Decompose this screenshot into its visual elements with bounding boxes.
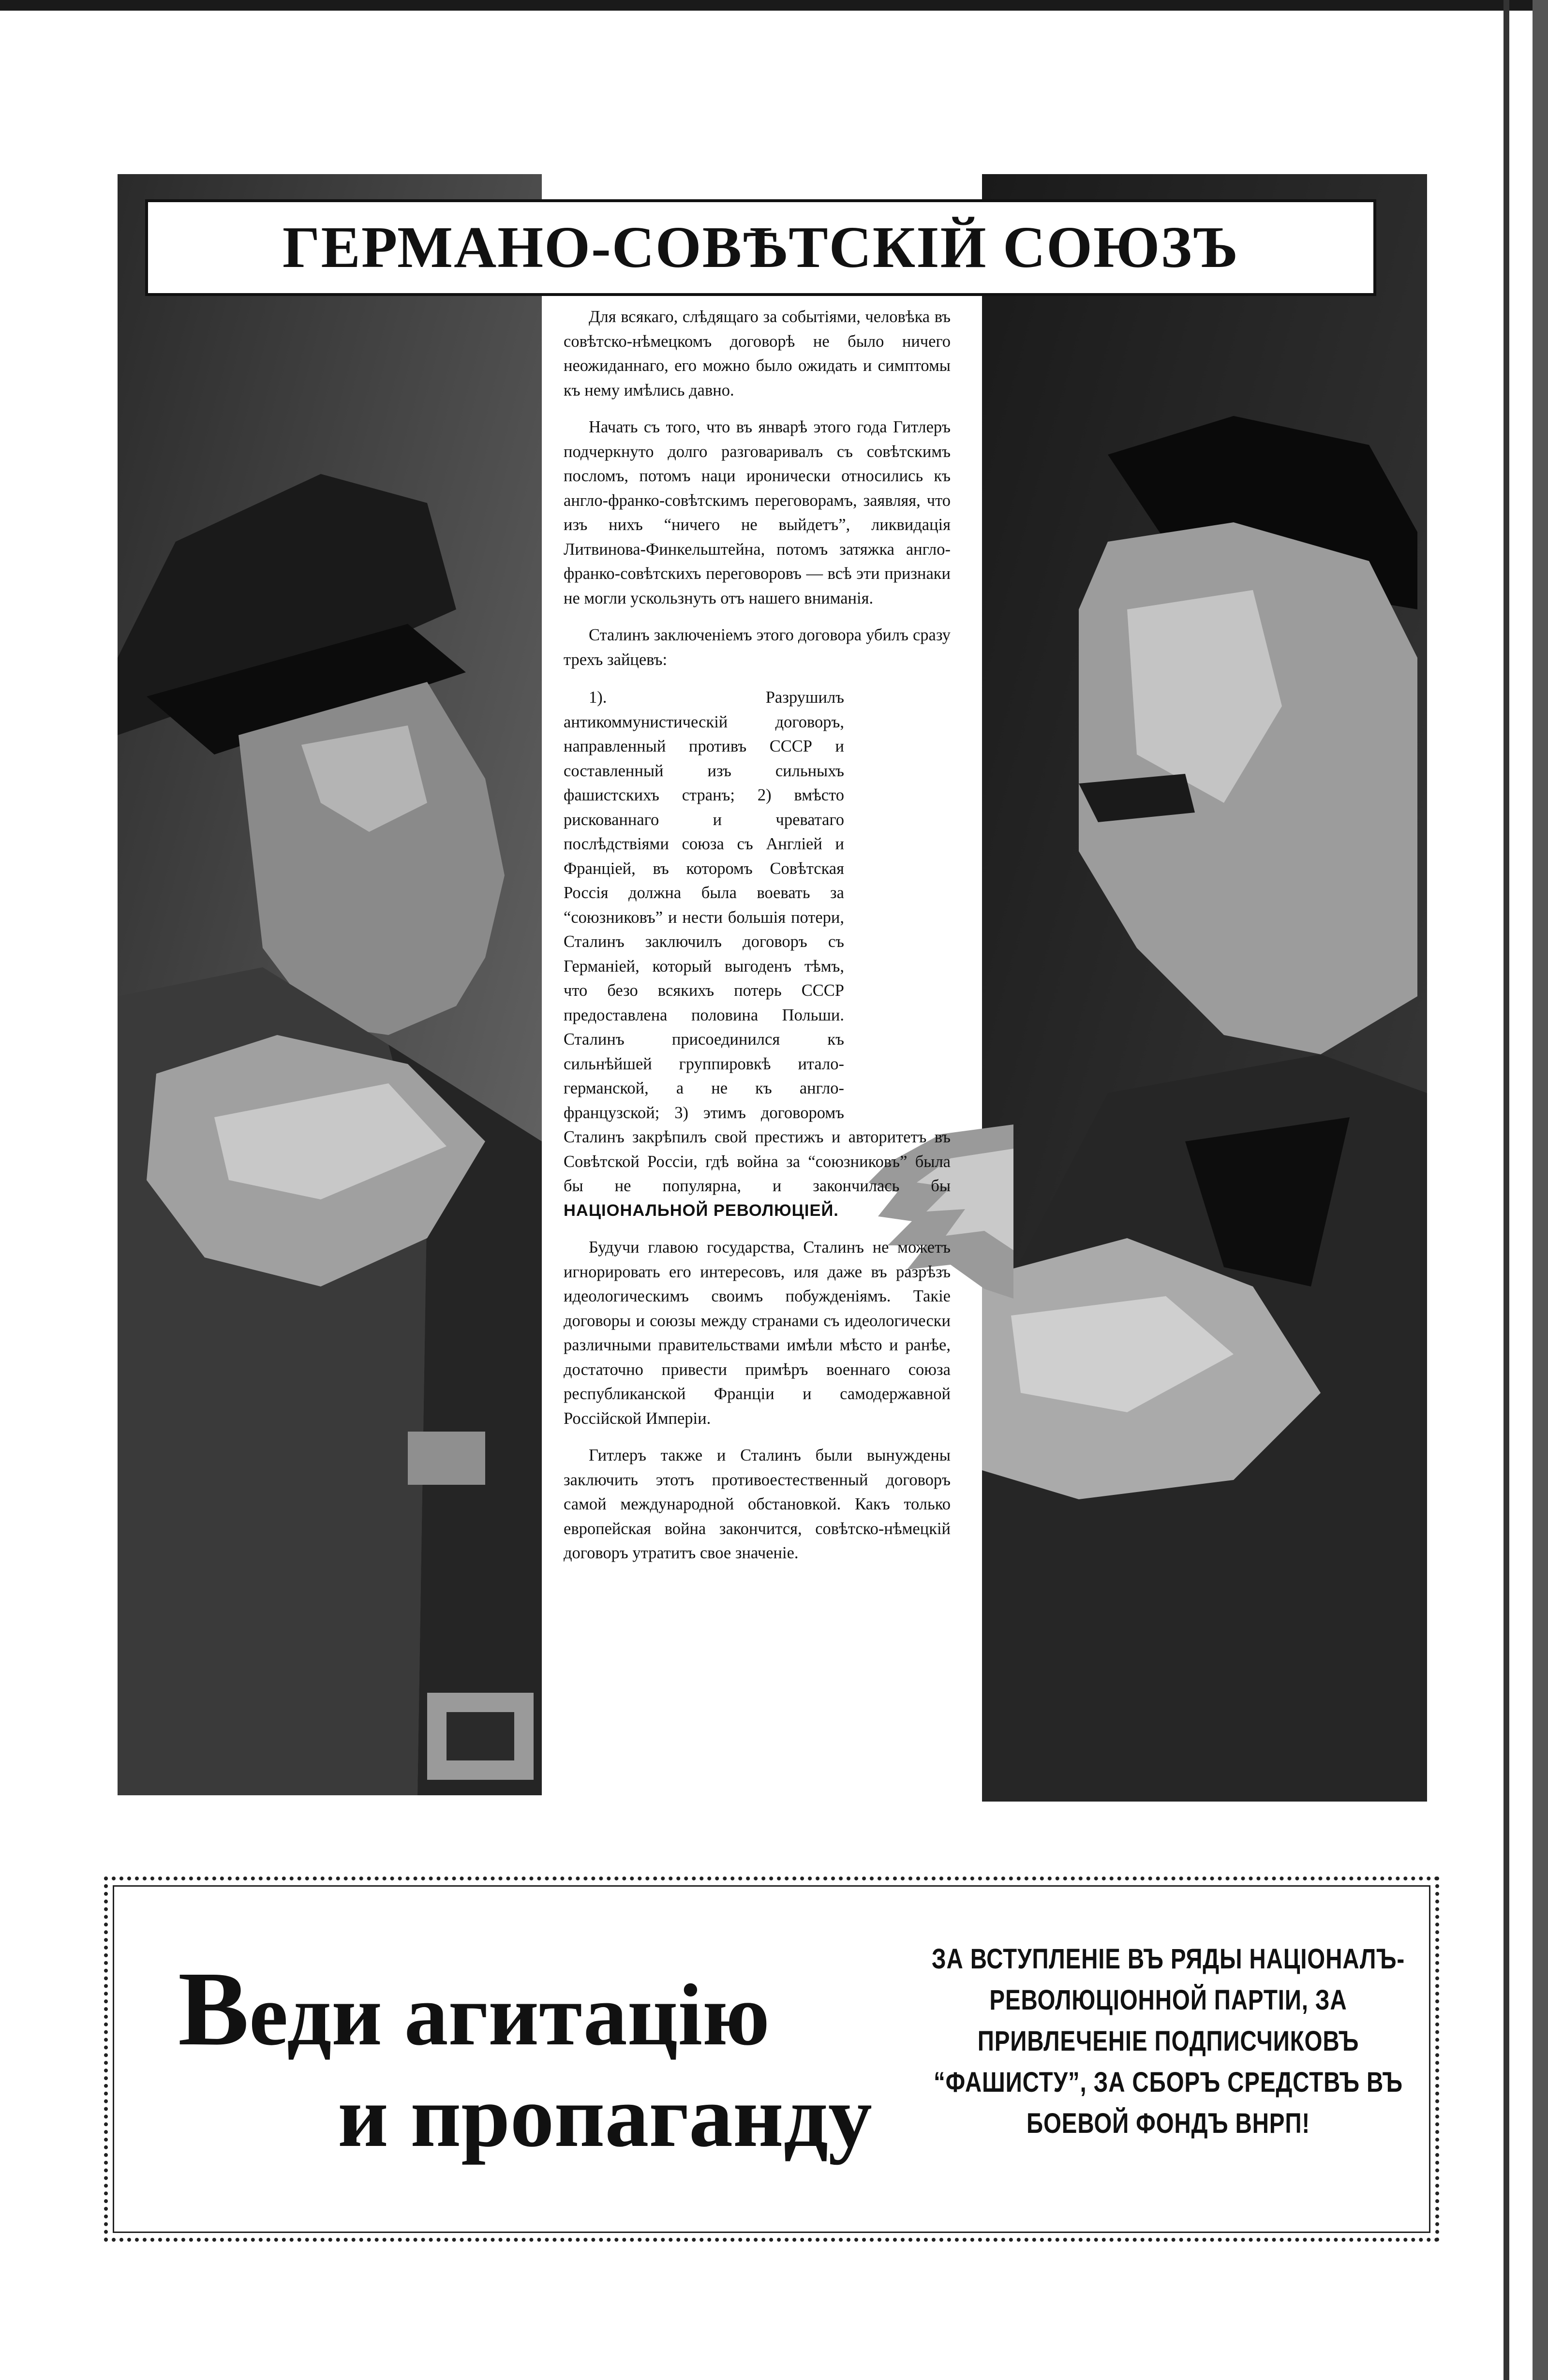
- ad-slogan-line-2: и пропаганду: [338, 2068, 872, 2165]
- scan-edge-right: [1503, 0, 1509, 2380]
- article-paragraph-2: Начать съ того, что въ январѣ этого года Гитлеръ подчеркнуто долго разговаривалъ съ совѣтскимъ посломъ, потомъ наци иронически относились къ англо-франко-совѣтскимъ переговорамъ, заявляя, что изъ нихъ “ничего не выйдетъ”, ликвидацiя Литвинова-Финкельштейна, потомъ затяжка англо-франко-совѣтскихъ переговоровъ — всѣ эти признаки не могли ускользнуть отъ нашего вниманiя.: [564, 418, 951, 607]
- ad-slogan-line-1-rest: еди агитацiю: [249, 1966, 770, 2064]
- article-paragraph-6: Гитлеръ также и Сталинъ были вынуждены заключить этотъ противоестественный договоръ самой международной обстановкой. Какъ только европейская война закончится, совѣтско-нѣмецкiй договоръ утратитъ свое значенiе.: [564, 1446, 951, 1562]
- scan-edge-top: [0, 0, 1548, 11]
- ad-slogan: [178, 1950, 976, 2168]
- hand-wrap-space: [844, 690, 951, 1106]
- left-portrait-illustration: [118, 174, 542, 1795]
- article-paragraph-5: Будучи главою государства, Сталинъ не можетъ игнорировать его интересовъ, иля даже въ разрѣзъ идеологическимъ своимъ побужденiямъ. Такiе договоры и союзы между странами съ идеологически различными правительствами имѣли мѣсто и ранѣе, достаточно привести примѣръ военнаго союза республиканской Францiи и самодержавной Россiйской Имперiи.: [564, 1238, 951, 1428]
- article-paragraph-3: Сталинъ заключенiемъ этого договора убилъ сразу трехъ зайцевъ:: [564, 626, 951, 669]
- article-paragraph-1: Для всякаго, слѣдящаго за событiями, человѣка въ совѣтско-нѣмецкомъ договорѣ не было ничего неожиданнаго, его можно было ожидать и симптомы къ нему имѣлись давно.: [564, 308, 951, 399]
- title-band: [145, 199, 1376, 296]
- scan-edge-right-outer: [1533, 0, 1548, 2380]
- right-portrait-photo: [982, 174, 1427, 1802]
- left-portrait-photo: [118, 174, 542, 1795]
- page-title: ГЕРМАНО-СОВѢТСКIЙ СОЮЗЪ: [282, 215, 1239, 280]
- article-text: [564, 305, 951, 1578]
- ad-slogan-line-1: [178, 1950, 976, 2068]
- ad-appeal-text: ЗА ВСТУПЛЕНIЕ ВЪ РЯДЫ НАЦIОНАЛЪ-РЕВОЛЮЦIОННОЙ ПАРТIИ, ЗА ПРИВЛЕЧЕНIЕ ПОДПИСЧИКОВЪ “ФАШИСТУ”, ЗА СБОРЪ СРЕДСТВЪ ВЪ БОЕВОЙ ФОНДЪ ВНРП!: [931, 1943, 1405, 2139]
- right-portrait-illustration: [982, 174, 1427, 1802]
- propaganda-ad-box: [104, 1877, 1439, 2242]
- ad-slogan-initial: В: [178, 1950, 249, 2068]
- article-list-text: 1). Разрушилъ антикоммунистическiй договоръ, направленный противъ СССР и составленный изъ сильныхъ фашистскихъ странъ; 2) вмѣсто рискованнаго и чреватаго послѣдствiями союза съ Англiей и Францiей, въ которомъ Совѣтская Россiя должна была воевать за “союзниковъ” и нести большiя потери, Сталинъ заключилъ договоръ съ Германiей, который выгоденъ тѣмъ, что безо всякихъ потерь СССР предоставлена половина Польши. Сталинъ присоединился къ сильнѣйшей группировкѣ итало-германской, а не къ англо-французской; 3) этимъ договоромъ Сталинъ закрѣпилъ свой престижъ и авторитетъ въ Совѣтской Россiи, гдѣ война за “союзниковъ” была бы не популярна, и закончилась бы: [564, 688, 951, 1195]
- article-paragraph-list: [564, 685, 951, 1223]
- article-emphasis: НАЦIОНАЛЬНОЙ РЕВОЛЮЦIЕЙ.: [564, 1201, 839, 1220]
